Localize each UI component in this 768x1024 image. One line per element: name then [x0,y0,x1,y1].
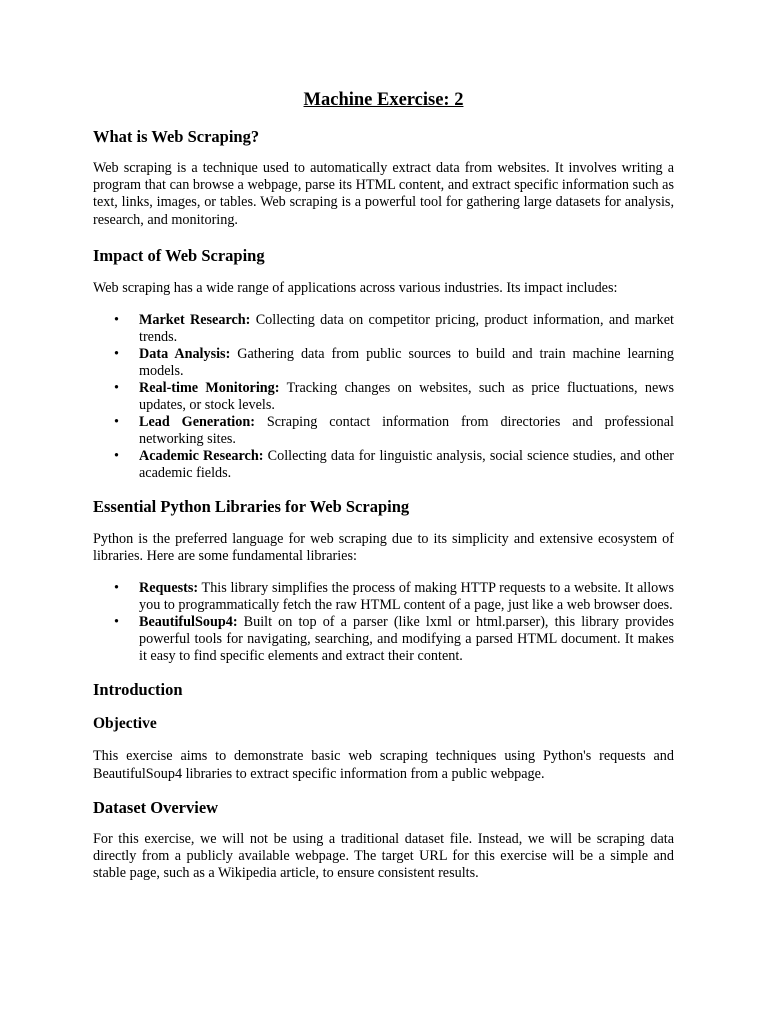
list-item-real-time-monitoring [93,380,674,414]
heading-essential-python-libraries: Essential Python Libraries for Web Scraping [93,497,410,517]
bullet-glyph: • [114,346,119,363]
libraries-list [93,580,674,665]
list-item-text: Scraping contact information from directories and professional networking sites. [139,414,674,448]
list-item-market-research [93,312,674,346]
list-item-term: Real-time Monitoring: [139,380,280,397]
list-item-term: Requests: [139,580,199,597]
list-item-text: Gathering data from public sources to build and train machine learning models. [139,346,674,380]
bullet-glyph: • [114,580,119,597]
document-page [93,88,674,882]
list-item-term: Data Analysis: [139,346,231,363]
list-item-beautifulsoup4 [93,614,674,665]
list-item-lead-generation [93,414,674,448]
list-item-academic-research [93,448,674,482]
bullet-glyph: • [114,414,119,431]
list-item-text: Tracking changes on websites, such as price fluctuations, news updates, or stock levels. [139,380,675,414]
heading-dataset-overview: Dataset Overview [93,797,219,817]
list-item-text: Collecting data for linguistic analysis, social science studies, and other academic fields. [139,448,674,482]
heading-objective: Objective [93,715,157,733]
list-item-term: Lead Generation: [139,414,255,431]
list-item-requests [93,580,674,614]
list-item-text: Built on top of a parser (like lxml or html.parser), this library provides powerful tools for navigating, searching, and modifying a parsed HTML document. It makes it easy to find specific elements and extract their content. [139,614,674,665]
heading-introduction: Introduction [93,680,183,700]
list-item-data-analysis [93,346,674,380]
list-item-term: Academic Research: [139,448,264,465]
bullet-glyph: • [114,448,119,465]
bullet-glyph: • [114,614,119,631]
heading-what-is-web-scraping: What is Web Scraping? [93,127,260,146]
paragraph-objective: This exercise aims to demonstrate basic web scraping techniques using Python's requests and BeautifulSoup4 libraries to extract specific information from a public webpage. [93,748,674,782]
list-item-text: This library simplifies the process of making HTTP requests to a website. It allows you to programmatically fetch the raw HTML content of a page, just like a web browser does. [139,580,674,614]
paragraph-impact-intro: Web scraping has a wide range of applications across various industries. Its impact includes: [93,279,618,296]
paragraph-web-scraping-definition: Web scraping is a technique used to automatically extract data from websites. It involves writing a program that can browse a webpage, parse its HTML content, and extract specific information such as text, links, images, or tables. Web scraping is a powerful tool for gathering large datasets for analysis, research, and monitoring. [93,160,674,228]
list-item-term: BeautifulSoup4: [139,614,238,631]
paragraph-libraries-intro: Python is the preferred language for web scraping due to its simplicity and extensive ecosystem of libraries. Here are some fundamental libraries: [93,531,674,565]
list-item-term: Market Research: [139,312,251,329]
bullet-glyph: • [114,312,119,329]
document-title: Machine Exercise: 2 [303,90,464,110]
paragraph-dataset-overview: For this exercise, we will not be using a traditional dataset file. Instead, we will be scraping data directly from a publicly available webpage. The target URL for this exercise will be a simple and stable page, such as a Wikipedia article, to ensure consistent results. [93,830,674,882]
impact-list [93,312,674,482]
list-item-text: Collecting data on competitor pricing, product information, and market trends. [139,312,674,346]
bullet-glyph: • [114,380,119,397]
heading-impact-of-web-scraping: Impact of Web Scraping [93,245,265,265]
